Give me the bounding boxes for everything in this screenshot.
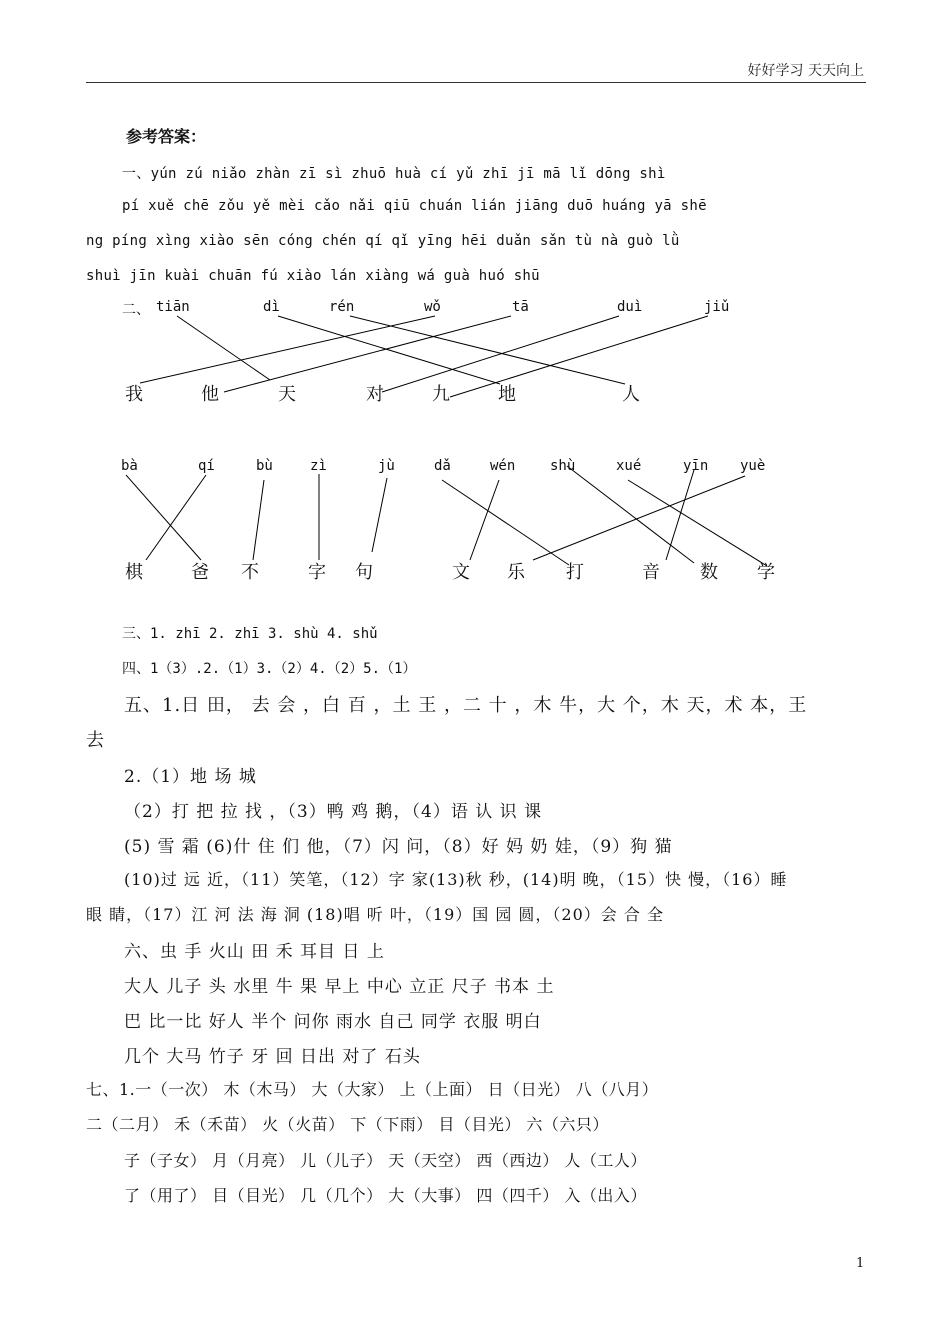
section5-line6: (10)过 远 近，（11）笑笔，（12）字 家(13)秋 秒，(14)明 晚，（15）快 慢，（16）睡 xyxy=(124,870,788,889)
pinyin-yue: yuè xyxy=(740,458,766,474)
char-bu: 不 xyxy=(241,562,259,583)
section1-line4: shuì jīn kuài chuān fú xiào lán xiàng wá guà huó shū xyxy=(86,268,540,284)
section5-line2: 去 xyxy=(86,730,105,751)
pinyin-bu: bù xyxy=(256,458,273,474)
section5-line4: （2）打 把 拉 找 ，（3）鸭 鸡 鹅，（4）语 认 识 课 xyxy=(124,802,543,822)
section5-line3: 2.（1）地 场 城 xyxy=(124,767,257,787)
pinyin-tian: tiān xyxy=(156,299,190,315)
char-shu: 数 xyxy=(700,562,718,583)
section3: 三、1. zhī 2. zhī 3. shù 4. shǔ xyxy=(122,626,378,642)
char-wo: 我 xyxy=(125,384,143,405)
section5-line5: (5) 雪 霜 (6)什 住 们 他，（7）闪 问，（8）好 妈 奶 娃，（9）狗 猫 xyxy=(124,837,673,857)
char-di: 地 xyxy=(498,384,516,405)
pinyin-zi: zì xyxy=(310,458,327,474)
section6-line1: 六、虫 手 火山 田 禾 耳目 日 上 xyxy=(124,942,385,962)
pinyin-wen: wén xyxy=(490,458,516,474)
pinyin-da: dǎ xyxy=(434,458,451,474)
pinyin-qi: qí xyxy=(198,458,215,474)
match-line xyxy=(567,466,694,563)
char-dui: 对 xyxy=(366,384,384,405)
pinyin-ju: jù xyxy=(378,458,395,474)
char-ta: 他 xyxy=(201,384,219,405)
match-line xyxy=(177,316,270,380)
section1-line2: pí xuě chē zǒu yě mèi cǎo nǎi qiū chuán lián jiāng duō huáng yā shē xyxy=(122,198,707,214)
section6-line4: 几个 大马 竹子 牙 回 日出 对了 石头 xyxy=(124,1047,421,1067)
char-da: 打 xyxy=(566,562,584,583)
pinyin-ba: bà xyxy=(121,458,138,474)
section2-label: 二、 xyxy=(122,302,150,318)
pinyin-yin: yīn xyxy=(683,458,709,474)
char-xue: 学 xyxy=(757,562,775,583)
section5-line1: 五、1.日 田， 去 会 ，白 百 ，土 王 ，二 十 ，木 牛，大 个，木 天，术 本，王 xyxy=(124,695,808,716)
match-line xyxy=(140,316,435,383)
char-zi: 字 xyxy=(308,562,326,583)
section7-line3: 子（子女） 月（月亮） 儿（儿子） 天（天空） 西（西边） 人（工人） xyxy=(124,1151,647,1170)
pinyin-dui: duì xyxy=(617,299,643,315)
section5-line7: 眼 睛，（17）江 河 法 海 洞 (18)唱 听 叶，（19）国 园 圆，（20）会 合 全 xyxy=(86,905,664,924)
section1-line1: 一、yún zú niǎo zhàn zī sì zhuō huà cí yǔ zhī jī mā lǐ dōng shì xyxy=(122,166,666,182)
answer-title: 参考答案： xyxy=(126,127,207,146)
char-qi: 棋 xyxy=(125,562,143,583)
pinyin-wo: wǒ xyxy=(424,299,441,315)
section1-line3: ng píng xìng xiào sēn cóng chén qí qǐ yīng hēi duǎn sǎn tù nà guò lǜ xyxy=(86,233,680,249)
pinyin-ta: tā xyxy=(512,299,529,315)
match-line xyxy=(146,475,206,560)
pinyin-xue: xué xyxy=(616,458,642,474)
char-jiu: 九 xyxy=(432,384,450,405)
match-line xyxy=(126,475,201,560)
char-yin: 音 xyxy=(642,562,660,583)
page-number: 1 xyxy=(856,1256,865,1271)
match-line xyxy=(253,480,264,560)
section6-line3: 巴 比一比 好人 半个 问你 雨水 自己 同学 衣服 明白 xyxy=(124,1012,542,1032)
pinyin-ren: rén xyxy=(329,299,355,315)
pinyin-di: dì xyxy=(263,299,280,315)
pinyin-jiu: jiǔ xyxy=(704,299,730,315)
section6-line2: 大人 儿子 头 水里 牛 果 早上 中心 立正 尺子 书本 土 xyxy=(124,977,555,997)
char-tian: 天 xyxy=(278,384,296,405)
char-wen: 文 xyxy=(452,562,470,583)
header-motto: 好好学习 天天向上 xyxy=(747,63,864,79)
section4: 四、1（3）.2.（1）3.（2）4.（2）5.（1） xyxy=(122,661,417,677)
match-line xyxy=(628,480,767,566)
match-line xyxy=(372,478,387,552)
match-line xyxy=(533,476,745,560)
char-ba: 爸 xyxy=(191,562,209,583)
char-ren: 人 xyxy=(622,384,640,405)
section7-line4: 了（用了） 目（目光） 几（几个） 大（大事） 四（四千） 入（出入） xyxy=(124,1186,647,1205)
match-line xyxy=(666,470,694,560)
pinyin-shu: shù xyxy=(550,458,576,474)
match-line xyxy=(470,480,499,560)
match-line xyxy=(450,316,708,397)
section7-line2: 二（二月） 禾（禾苗） 火（火苗） 下（下雨） 目（目光） 六（六只） xyxy=(86,1115,609,1134)
char-yue: 乐 xyxy=(507,562,525,583)
match-line xyxy=(442,480,569,565)
section7-line1: 七、1.一（一次） 木（木马） 大（大家） 上（上面） 日（日光） 八（八月） xyxy=(86,1080,659,1099)
char-ju: 句 xyxy=(355,562,373,583)
